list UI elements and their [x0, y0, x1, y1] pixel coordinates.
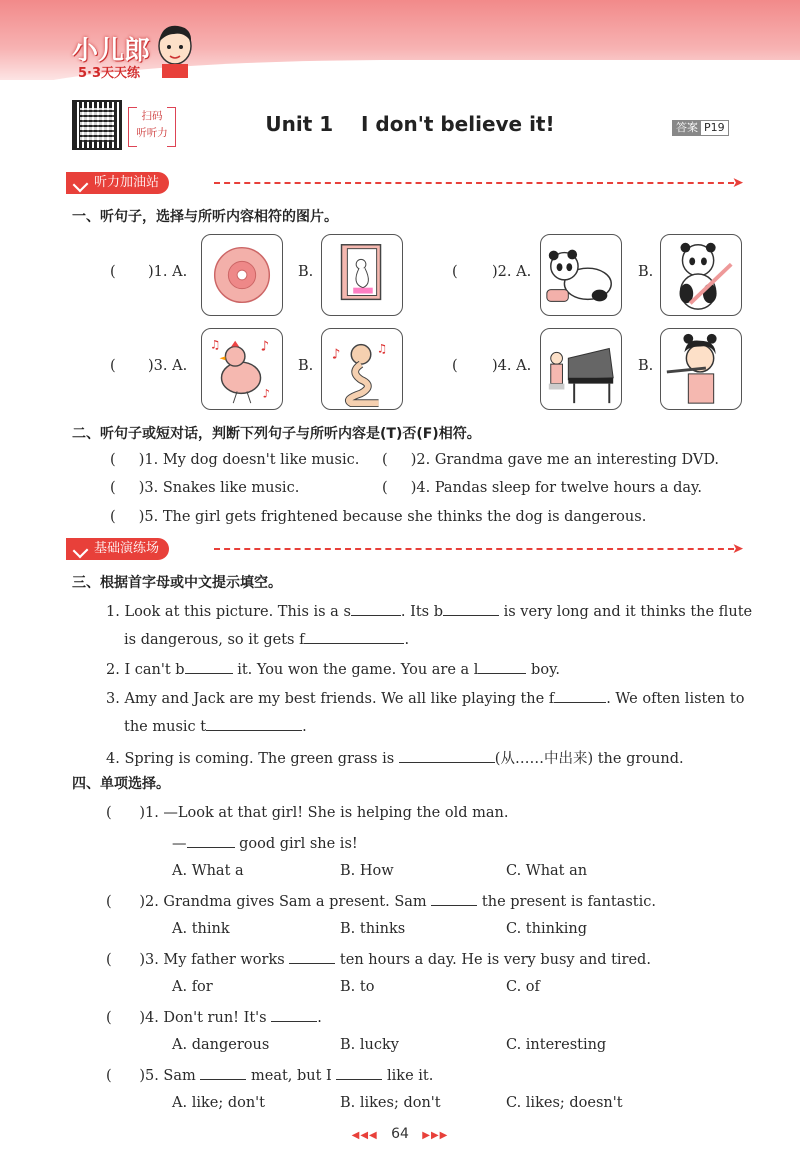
paren: (	[110, 264, 116, 280]
q2-label: )2. A.	[492, 264, 532, 280]
next-arrows-icon: ▶▶▶	[422, 1130, 449, 1141]
s4-q5: ( )5. Sam meat, but I like it.	[106, 1068, 434, 1084]
s3-q1-line1: 1. Look at this picture. This is a s . Its b is very long and it thinks the flute	[106, 604, 753, 620]
s4-q5-opt-b: B. likes; don't	[340, 1095, 441, 1111]
s2-q3: ( )3. Snakes like music.	[110, 480, 300, 496]
paren: (	[452, 358, 458, 374]
banner-listening-label: 听力加油站	[66, 172, 169, 194]
s3-q3-line1: 3. Amy and Jack are my best friends. We all like playing the f . We often listen to	[106, 691, 745, 707]
section-2-heading: 二、听句子或短对话，判断下列句子与所听内容是(T)否(F)相符。	[72, 426, 481, 442]
s2-q1: ( )1. My dog doesn't like music.	[110, 452, 360, 468]
s2-q5: ( )5. The girl gets frightened because she thinks the dog is dangerous.	[110, 509, 647, 525]
s4-q1-opt-a: A. What a	[172, 863, 244, 879]
s4-q4-opt-b: B. lucky	[340, 1037, 399, 1053]
girl-piano-image	[540, 328, 622, 410]
prev-arrows-icon: ◀◀◀	[351, 1130, 378, 1141]
paren: (	[452, 264, 458, 280]
chicken-dancing-image	[201, 328, 283, 410]
snake-dancing-image	[321, 328, 403, 410]
page-title: Unit 1 I don't believe it!	[265, 112, 555, 136]
s4-q1-opt-c: C. What an	[506, 863, 588, 879]
s3-q2: 2. I can't b it. You won the game. You are a l boy.	[106, 662, 560, 678]
book-image	[321, 234, 403, 316]
answer-label: 答案	[673, 121, 701, 135]
s4-q3-opt-a: A. for	[172, 979, 213, 995]
s4-q5-opt-c: C. likes; doesn't	[506, 1095, 623, 1111]
answer-page: P19	[704, 121, 725, 134]
svg-text:♪: ♪	[262, 386, 270, 401]
s4-q2-opt-b: B. thinks	[340, 921, 406, 937]
s2-q4: ( )4. Pandas sleep for twelve hours a day.	[382, 480, 702, 496]
s4-q3: ( )3. My father works ten hours a day. He is very busy and tired.	[106, 952, 651, 968]
answer-badge[interactable]	[672, 120, 729, 136]
mascot-icon	[152, 20, 198, 78]
q4-label: )4. A.	[492, 358, 532, 374]
scan-label-2: 听听力	[136, 127, 168, 139]
q1-label: )1. A.	[148, 264, 188, 280]
s3-q1-line2: is dangerous, so it gets f .	[124, 632, 410, 648]
q4-b-label: B.	[638, 358, 654, 374]
section-4-heading: 四、单项选择。	[72, 776, 170, 792]
q3-b-label: B.	[298, 358, 314, 374]
s4-q4-opt-c: C. interesting	[506, 1037, 607, 1053]
svg-text:♫: ♫	[209, 337, 221, 352]
s4-q3-opt-c: C. of	[506, 979, 540, 995]
s4-q1: ( )1. —Look at that girl! She is helping the old man.	[106, 805, 509, 821]
svg-text:♪: ♪	[260, 338, 270, 355]
svg-text:♫: ♫	[376, 341, 388, 356]
s4-q2-opt-c: C. thinking	[506, 921, 587, 937]
svg-text:♪: ♪	[331, 346, 341, 363]
page-footer	[0, 1126, 800, 1142]
q1-b-label: B.	[298, 264, 314, 280]
banner-basic: 基础演练场 ➤	[66, 538, 169, 560]
banner-basic-label: 基础演练场	[66, 538, 169, 560]
q2-b-label: B.	[638, 264, 654, 280]
s4-q2: ( )2. Grandma gives Sam a present. Sam the present is fantastic.	[106, 894, 656, 910]
girl-flute-image	[660, 328, 742, 410]
s4-q4: ( )4. Don't run! It's .	[106, 1010, 322, 1026]
s4-q3-opt-b: B. to	[340, 979, 375, 995]
brand-subtitle: 5·3天天练	[78, 66, 141, 81]
s3-q3-line2: the music t .	[124, 719, 307, 735]
section-1-heading: 一、听句子，选择与所听内容相符的图片。	[72, 209, 338, 225]
paren: (	[110, 358, 116, 374]
scan-label-1: 扫码	[141, 110, 163, 122]
s4-q1-reply: — good girl she is!	[172, 836, 358, 852]
page-number: 64	[391, 1126, 409, 1142]
s2-q2: ( )2. Grandma gave me an interesting DVD.	[382, 452, 720, 468]
s4-q2-opt-a: A. think	[172, 921, 230, 937]
s4-q1-opt-b: B. How	[340, 863, 394, 879]
s4-q5-opt-a: A. like; don't	[172, 1095, 265, 1111]
s4-q4-opt-a: A. dangerous	[172, 1037, 270, 1053]
brand-logo: 小儿郎	[72, 36, 151, 66]
panda-sleeping-image	[540, 234, 622, 316]
section-3-heading: 三、根据首字母或中文提示填空。	[72, 575, 282, 591]
banner-listening: 听力加油站 ➤	[66, 172, 169, 194]
q3-label: )3. A.	[148, 358, 188, 374]
panda-eating-image	[660, 234, 742, 316]
s3-q4: 4. Spring is coming. The green grass is (从……中出来) the ground.	[106, 751, 684, 767]
cd-image	[201, 234, 283, 316]
